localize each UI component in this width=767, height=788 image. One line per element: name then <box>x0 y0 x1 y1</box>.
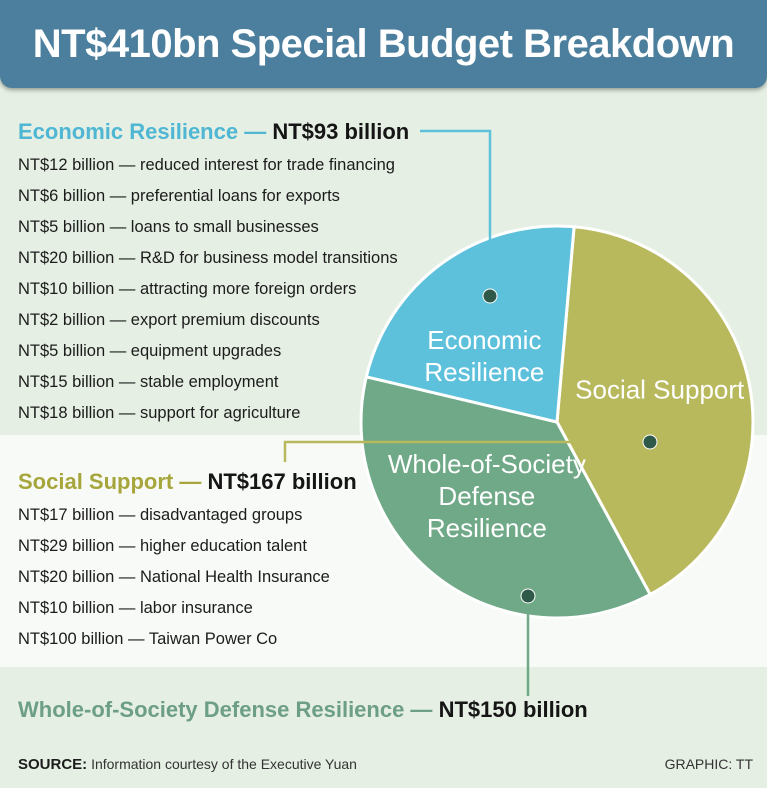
graphic-credit: GRAPHIC: TT <box>664 756 753 772</box>
page-title: NT$410bn Special Budget Breakdown <box>32 21 735 66</box>
list-item: NT$5 billion — equipment upgrades <box>18 342 282 360</box>
leader-dot-economic-resilience <box>483 289 497 303</box>
list-item: NT$29 billion — higher education talent <box>18 537 307 555</box>
leader-dot-whole-of-society-defense-resilience <box>521 589 535 603</box>
list-item: NT$100 billion — Taiwan Power Co <box>18 630 278 648</box>
defense-resilience-name: Whole-of-Society Defense Resilience — <box>18 697 433 722</box>
slice-label-whole-of-society-defense-resilience: Whole-of-Society Defense Resilience <box>387 448 586 543</box>
list-item: NT$5 billion — loans to small businesses <box>18 218 319 236</box>
list-item: NT$12 billion — reduced interest for trade financing <box>18 156 395 174</box>
source-note <box>18 756 357 773</box>
slice-label-social-support: Social Support <box>575 374 745 405</box>
economic-resilience-total: NT$93 billion <box>272 119 410 144</box>
list-item: NT$15 billion — stable employment <box>18 373 279 391</box>
social-support-name: Social Support — <box>18 469 202 494</box>
list-item: NT$17 billion — disadvantaged groups <box>18 506 303 524</box>
list-item: NT$2 billion — export premium discounts <box>18 311 320 329</box>
list-item: NT$6 billion — preferential loans for exports <box>18 187 340 205</box>
source-text: Information courtesy of the Executive Yuan <box>91 756 357 772</box>
slice-label-economic-resilience: Economic Resilience <box>424 325 545 388</box>
list-item: NT$10 billion — attracting more foreign orders <box>18 280 357 298</box>
economic-resilience-name: Economic Resilience — <box>18 119 267 144</box>
list-item: NT$20 billion — National Health Insurance <box>18 568 330 586</box>
defense-resilience-total: NT$150 billion <box>438 697 588 722</box>
source-label: SOURCE: <box>18 756 88 773</box>
list-item: NT$20 billion — R&D for business model transitions <box>18 249 398 267</box>
leader-dot-social-support <box>643 435 657 449</box>
social-support-total: NT$167 billion <box>207 469 357 494</box>
list-item: NT$10 billion — labor insurance <box>18 599 253 617</box>
list-item: NT$18 billion — support for agriculture <box>18 404 301 422</box>
